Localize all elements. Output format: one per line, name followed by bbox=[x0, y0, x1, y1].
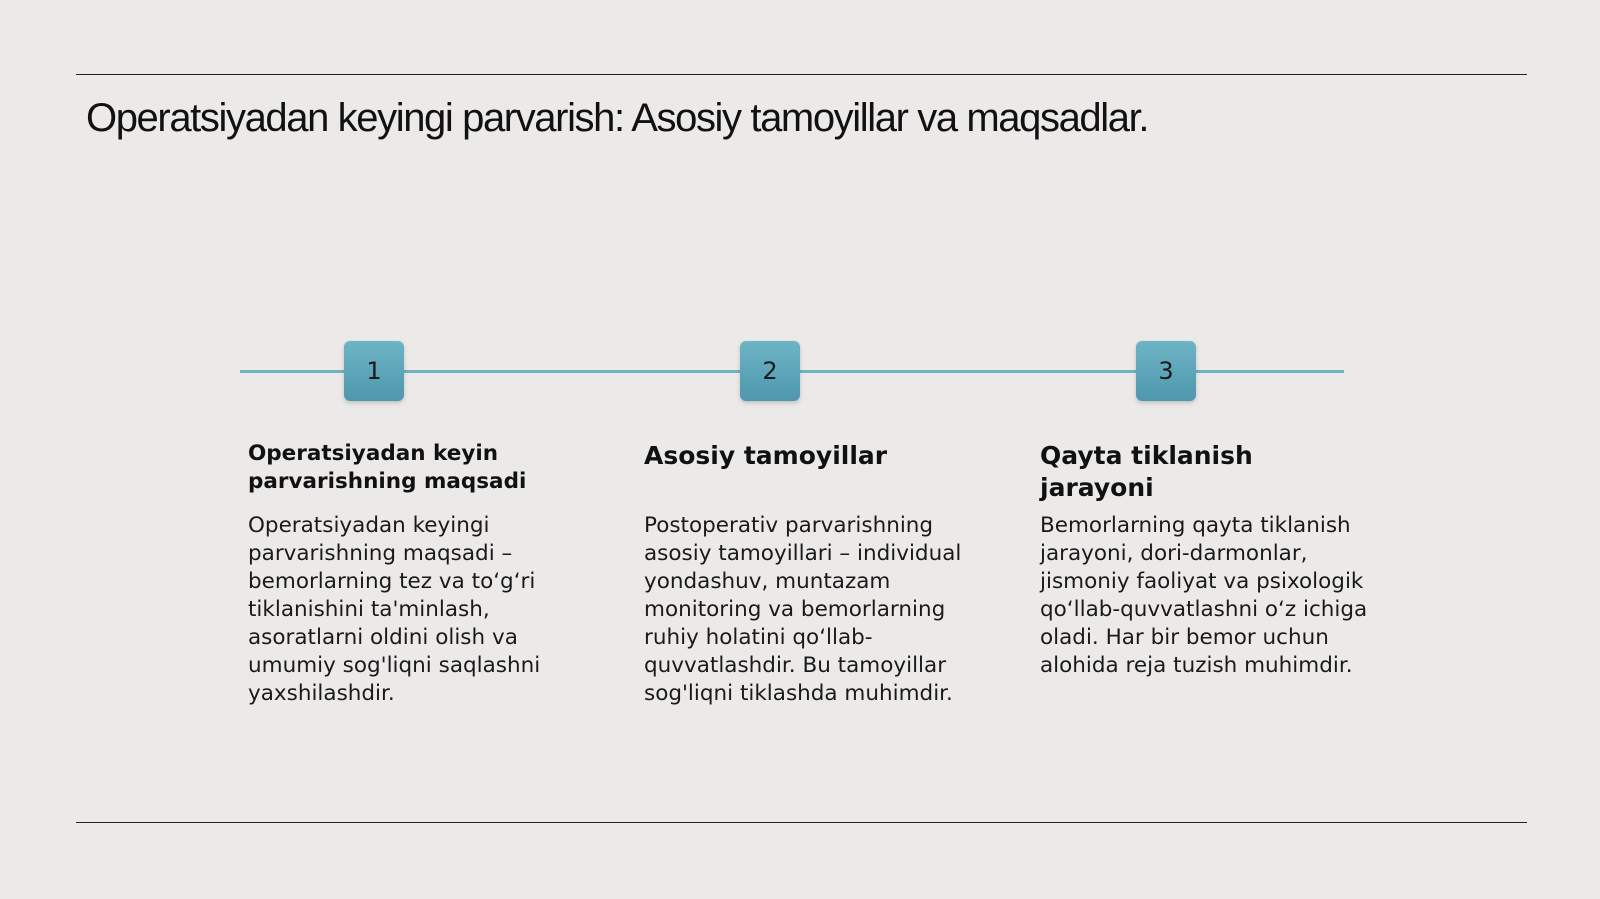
step-heading: Asosiy tamoyillar bbox=[644, 441, 888, 470]
slide-title: Operatsiyadan keyingi parvarish: Asosiy tamoyillar va maqsadlar. bbox=[86, 96, 1149, 140]
step-heading: Operatsiyadan keyin parvarishning maqsadi bbox=[248, 441, 527, 494]
step-number-badge-3: 3 bbox=[1136, 341, 1196, 401]
step-body: Operatsiyadan keyingi parvarishning maqsadi – bemorlarning tez va to‘g‘ri tiklanishini ta'minlash, asoratlarni oldini olish va umumiy sog'liqni saqlashni yaxshilashdir. bbox=[248, 513, 541, 706]
step-body: Bemorlarning qayta tiklanish jarayoni, dori-darmonlar, jismoniy faoliyat va psixologik qo‘llab-quvvatlashni o‘z ichiga oladi. Har bir bemor uchun alohida reja tuzish muhimdir. bbox=[1040, 513, 1368, 678]
step-number-badge-2: 2 bbox=[740, 341, 800, 401]
top-divider bbox=[76, 74, 1527, 75]
step-heading: Qayta tiklanish jarayoni bbox=[1040, 441, 1253, 502]
step-body: Postoperativ parvarishning asosiy tamoyillari – individual yondashuv, muntazam monitoring va bemorlarning ruhiy holatini qo‘llab-quvvatlashdir. Bu tamoyillar sog'liqni tiklashda muhimdir. bbox=[644, 513, 962, 706]
bottom-divider bbox=[76, 822, 1527, 823]
step-number-badge-1: 1 bbox=[344, 341, 404, 401]
